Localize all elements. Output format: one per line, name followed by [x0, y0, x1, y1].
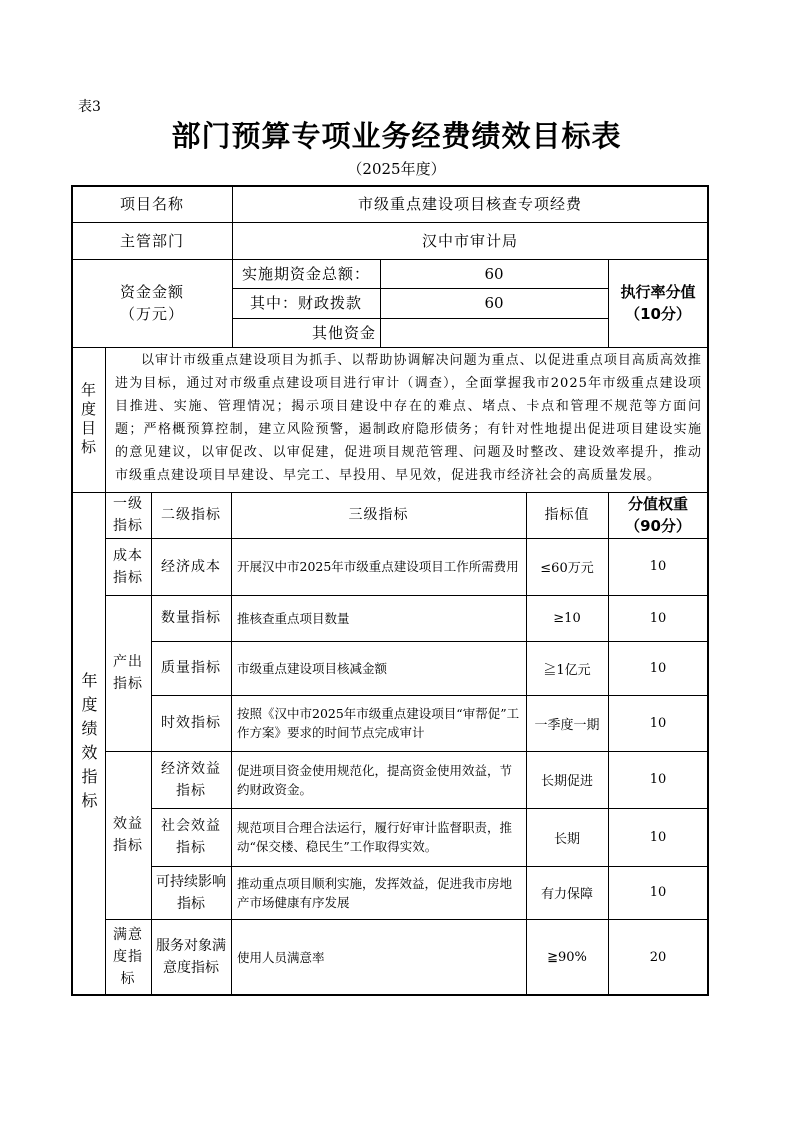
row-weight: 10: [649, 559, 667, 574]
indicators-section-label: 年度绩效指标: [79, 671, 98, 816]
hline: [72, 347, 708, 348]
row-weight: 10: [649, 610, 667, 626]
table-number: 表3: [78, 99, 101, 115]
row-level3: 开展汉中市2025年市级重点建设项目工作所需费用: [237, 559, 519, 574]
row-level2: 质量指标: [161, 660, 221, 676]
total-funds-value: 60: [484, 264, 504, 283]
row-level2: 经济成本: [161, 558, 221, 575]
row-weight: 10: [649, 660, 667, 676]
hline: [151, 641, 708, 642]
row-level2: [151, 808, 231, 866]
header-value: 指标值: [544, 507, 590, 523]
vline: [151, 492, 152, 995]
group-satisfaction-text: 满意度指标: [113, 927, 143, 987]
header-level3: 三级指标: [348, 507, 409, 523]
fiscal-year: （2025年度）: [347, 160, 446, 178]
vline: [608, 259, 609, 347]
hline: [105, 595, 708, 596]
group-benefit-text: 效益指标: [113, 816, 143, 854]
hline: [151, 808, 708, 809]
hline: [105, 919, 708, 920]
row-level3: 推核查重点项目数量: [237, 610, 350, 626]
fiscal-funds-value: 60: [484, 294, 504, 312]
row-value: 长期: [553, 831, 580, 847]
header-level1-text: 一级指标: [113, 496, 143, 534]
group-benefit: [105, 751, 151, 919]
group-satisfaction: [105, 919, 151, 995]
row-level2: 数量指标: [161, 610, 221, 626]
row-value: ≧1亿元: [543, 662, 591, 678]
funds-label: [72, 259, 232, 347]
hline: [105, 751, 708, 752]
row-level2: [151, 751, 231, 808]
annual-goal-label: 年度目标: [79, 381, 97, 458]
header-weight-label: 分值权重: [627, 495, 688, 513]
other-funds-label: 其他资金: [311, 323, 376, 342]
row-value: 有力保障: [540, 887, 593, 902]
vline: [105, 347, 106, 995]
row-value: ≥10: [553, 610, 581, 626]
funds-unit-text: （万元）: [119, 305, 184, 323]
row-level2: [151, 866, 231, 919]
row-level2-text: 服务对象满意度指标: [156, 938, 226, 976]
row-value: 长期促进: [540, 774, 593, 789]
group-cost: [105, 538, 151, 595]
vline: [231, 492, 232, 995]
total-funds-label: 实施期资金总额：: [241, 264, 370, 283]
row-level3: 促进项目资金使用规范化，提高资金使用效益，节约财政资金。: [237, 762, 513, 797]
row-weight: 20: [649, 949, 667, 965]
fiscal-funds-label: 其中：财政拨款: [249, 294, 362, 312]
annual-goal-text: 以审计市级重点建设项目为抓手、以帮助协调解决问题为重点、以促进重点项目高质高效推进为目标，通过对市级重点建设项目进行审计（调查），全面掌握我市2025年市级重点建设项目推进、实施、管理情况；揭示项目建设中存在的难点、堵点、卡点和管理不规范等方面问题；严格概预算控制，建立风险预警，遏制政府隐形债务；有针对性地提出促进项目建设实施的意见建议，以审促改、以审促建，促进项目规范管理、问题及时整改、建设效率提升，推动市级重点建设项目早建设、早完工、早投用、早见效，促进我市经济社会的高质量发展。: [115, 353, 702, 483]
row-weight: 10: [649, 715, 667, 731]
execution-rate-label: 执行率分值: [620, 283, 696, 301]
page-title: 部门预算专项业务经费绩效目标表: [171, 119, 622, 153]
hline: [232, 318, 608, 319]
border-outer-bottom: [72, 994, 709, 996]
header-level2: 二级指标: [161, 507, 221, 523]
row-level2: [151, 919, 231, 995]
row-level2-text: 可持续影响指标: [156, 873, 226, 912]
group-output: [105, 595, 151, 751]
hline: [72, 492, 708, 493]
other-funds-value: [380, 318, 608, 347]
hline: [72, 222, 708, 223]
row-weight: 10: [649, 829, 667, 845]
border-outer-left: [71, 185, 73, 996]
hline: [105, 538, 708, 539]
row-level3: 推动重点项目顺利实施，发挥效益，促进我市房地产市场健康有序发展: [237, 875, 513, 910]
vline: [526, 492, 527, 995]
project-name-value: 市级重点建设项目核查专项经费: [357, 195, 582, 213]
project-name-label: 项目名称: [119, 195, 184, 213]
header-weight: [608, 492, 708, 538]
row-level3: 使用人员满意率: [237, 949, 325, 965]
department-label: 主管部门: [119, 231, 184, 250]
group-cost-text: 成本指标: [113, 547, 143, 586]
funds-label-text: 资金金额: [119, 283, 184, 301]
header-weight-total: （90分）: [625, 517, 691, 535]
header-level1: [105, 492, 151, 538]
row-level3: 规范项目合理合法运行，履行好审计监督职责，推动“保交楼、稳民生”工作取得实效。: [237, 820, 513, 854]
row-value: ≤60万元: [540, 561, 594, 576]
border-outer-right: [707, 185, 709, 996]
department-value: 汉中市审计局: [421, 231, 518, 250]
vline: [380, 259, 381, 347]
hline: [151, 866, 708, 867]
row-level3: 市级重点建设项目核减金额: [237, 660, 388, 676]
row-weight: 10: [649, 772, 667, 787]
group-output-text: 产出指标: [113, 654, 143, 692]
hline: [232, 288, 608, 289]
row-level2: 时效指标: [161, 715, 221, 731]
row-weight: 10: [649, 885, 667, 900]
row-value: 一季度一期: [534, 717, 600, 733]
row-level3: 按照《汉中市2025年市级重点建设项目“审帮促”工作方案》要求的时间节点完成审计: [237, 706, 520, 740]
row-value: ≧90%: [547, 949, 587, 965]
vline: [608, 492, 609, 995]
hline: [151, 695, 708, 696]
border-outer-top: [72, 185, 709, 187]
row-level2-text: 社会效益指标: [161, 818, 221, 856]
hline: [72, 259, 708, 260]
execution-rate-score: [608, 259, 708, 347]
row-level2-text: 经济效益指标: [161, 760, 221, 799]
execution-rate-points: （10分）: [625, 305, 691, 323]
vline: [232, 186, 233, 347]
